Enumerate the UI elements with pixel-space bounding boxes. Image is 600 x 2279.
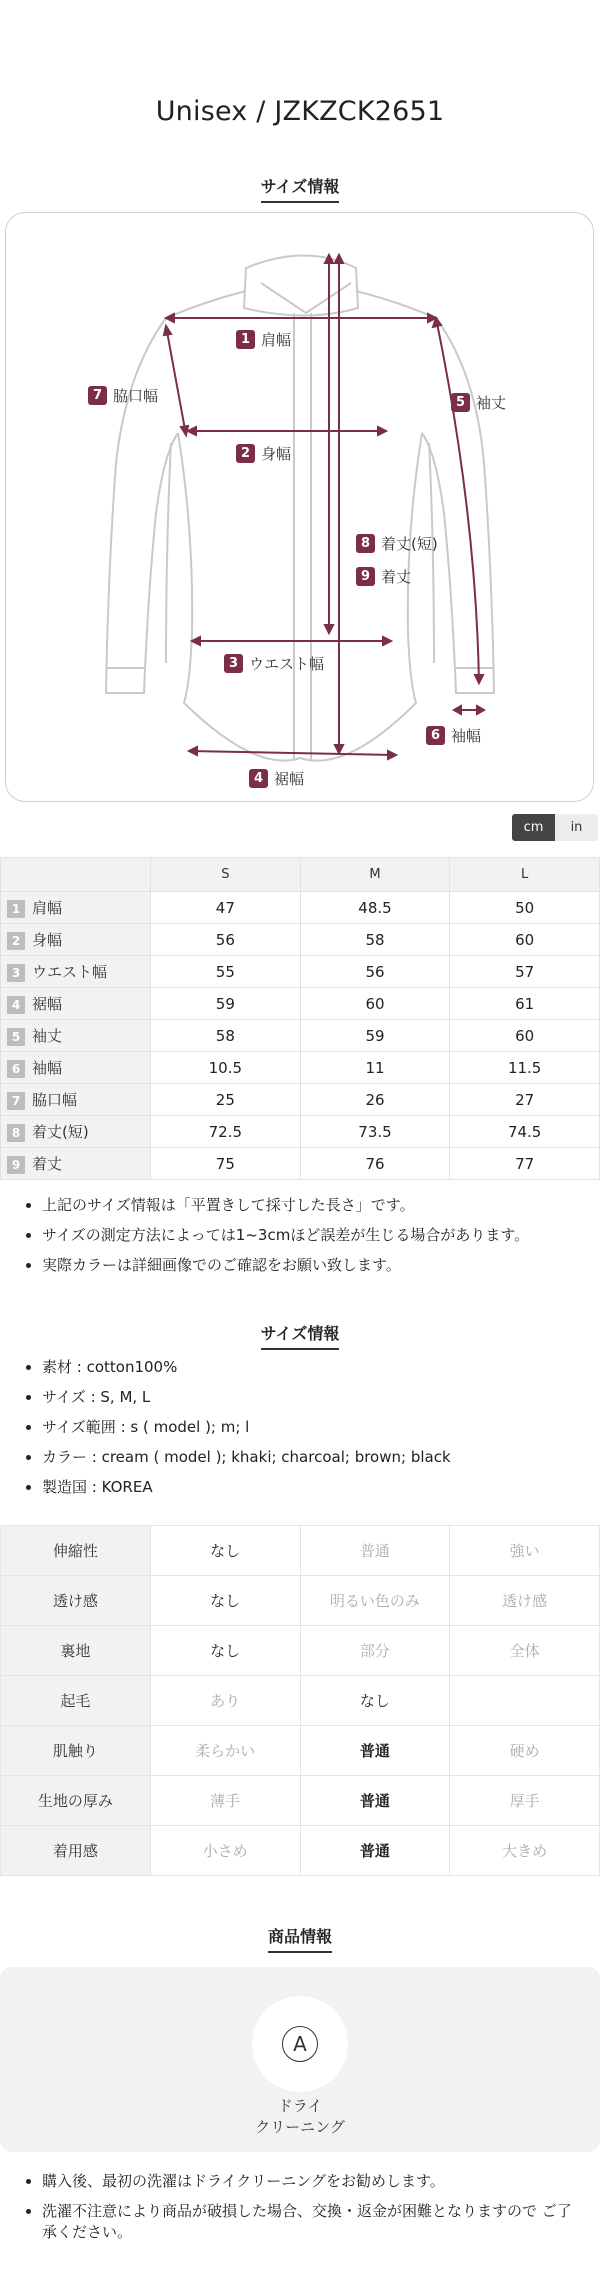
row-num-badge: 1 bbox=[7, 900, 25, 918]
cell-value: 58 bbox=[300, 924, 450, 956]
size-col-s: S bbox=[151, 858, 301, 892]
size-col-m: M bbox=[300, 858, 450, 892]
fabric-option: なし bbox=[300, 1676, 450, 1726]
dim-badge-5: 5 bbox=[451, 393, 470, 412]
row-label-text: 脇口幅 bbox=[32, 1091, 78, 1109]
fabric-option: 小さめ bbox=[150, 1826, 300, 1876]
dim-text-2: 身幅 bbox=[261, 445, 292, 463]
care-label-line1: ドライ bbox=[277, 2097, 323, 2115]
fabric-label: 着用感 bbox=[1, 1826, 151, 1876]
fabric-label: 裏地 bbox=[1, 1626, 151, 1676]
care-icon-circle bbox=[252, 1996, 348, 2092]
dim-label-8 bbox=[356, 533, 438, 554]
row-num-badge: 5 bbox=[7, 1028, 25, 1046]
cell-value: 26 bbox=[300, 1084, 450, 1116]
fabric-label: 肌触り bbox=[1, 1726, 151, 1776]
fabric-label: 生地の厚み bbox=[1, 1776, 151, 1826]
fabric-option: あり bbox=[150, 1676, 300, 1726]
table-row bbox=[1, 1084, 600, 1116]
row-label bbox=[1, 988, 151, 1020]
row-num-badge: 6 bbox=[7, 1060, 25, 1078]
fabric-option: 強い bbox=[450, 1526, 600, 1576]
cell-value: 11 bbox=[300, 1052, 450, 1084]
dim-text-4: 裾幅 bbox=[274, 770, 305, 788]
table-row bbox=[1, 892, 600, 924]
cell-value: 47 bbox=[151, 892, 301, 924]
cell-value: 76 bbox=[300, 1148, 450, 1180]
fabric-option: 大きめ bbox=[450, 1826, 600, 1876]
cell-value: 60 bbox=[450, 924, 600, 956]
table-row bbox=[1, 1020, 600, 1052]
table-row bbox=[1, 1148, 600, 1180]
row-label-text: 肩幅 bbox=[32, 899, 63, 917]
fabric-option: 透け感 bbox=[450, 1576, 600, 1626]
cell-value: 60 bbox=[450, 1020, 600, 1052]
list-item: • 上記のサイズ情報は「平置きして採寸した長さ」です。 bbox=[42, 1195, 600, 1216]
row-label-text: 着丈(短) bbox=[32, 1123, 89, 1141]
dim-badge-3: 3 bbox=[224, 654, 243, 673]
fabric-option: 普通 bbox=[300, 1526, 450, 1576]
dim-badge-7: 7 bbox=[88, 386, 107, 405]
fabric-option bbox=[450, 1676, 600, 1726]
dim-badge-6: 6 bbox=[426, 726, 445, 745]
cell-value: 74.5 bbox=[450, 1116, 600, 1148]
product-spec-list bbox=[0, 1357, 600, 1507]
size-col-l: L bbox=[450, 858, 600, 892]
spec-material: • 素材 : cotton100% bbox=[42, 1357, 600, 1378]
dim-label-5 bbox=[451, 392, 506, 413]
row-label-text: 着丈 bbox=[32, 1155, 63, 1173]
size-table-corner bbox=[1, 858, 151, 892]
row-num-badge: 4 bbox=[7, 996, 25, 1014]
dim-label-1 bbox=[236, 329, 291, 350]
table-row bbox=[1, 988, 600, 1020]
row-label bbox=[1, 1148, 151, 1180]
fabric-option: 柔らかい bbox=[150, 1726, 300, 1776]
fabric-row bbox=[1, 1726, 600, 1776]
dim-label-4 bbox=[249, 768, 304, 789]
row-num-badge: 3 bbox=[7, 964, 25, 982]
size-section-heading-text: サイズ情報 bbox=[261, 174, 340, 203]
fabric-label: 起毛 bbox=[1, 1676, 151, 1726]
size-section-heading bbox=[0, 174, 600, 203]
row-label bbox=[1, 892, 151, 924]
care-box bbox=[0, 1967, 600, 2152]
fabric-label: 透け感 bbox=[1, 1576, 151, 1626]
row-label bbox=[1, 924, 151, 956]
table-row bbox=[1, 1052, 600, 1084]
size-diagram bbox=[5, 212, 594, 802]
cell-value: 50 bbox=[450, 892, 600, 924]
dim-text-9: 着丈 bbox=[381, 568, 412, 586]
fabric-option: なし bbox=[150, 1526, 300, 1576]
fabric-option: 部分 bbox=[300, 1626, 450, 1676]
row-label-text: 袖幅 bbox=[32, 1059, 63, 1077]
fabric-option: 全体 bbox=[450, 1626, 600, 1676]
cell-value: 75 bbox=[151, 1148, 301, 1180]
table-row bbox=[1, 1116, 600, 1148]
cell-value: 48.5 bbox=[300, 892, 450, 924]
row-label bbox=[1, 1116, 151, 1148]
size-table-header bbox=[1, 858, 600, 892]
shirt-illustration bbox=[6, 213, 595, 803]
fabric-row bbox=[1, 1576, 600, 1626]
cell-value: 60 bbox=[300, 988, 450, 1020]
row-label-text: 身幅 bbox=[32, 931, 63, 949]
dim-label-7 bbox=[88, 385, 158, 406]
dim-badge-2: 2 bbox=[236, 444, 255, 463]
row-label bbox=[1, 956, 151, 988]
cell-value: 57 bbox=[450, 956, 600, 988]
spec-origin: • 製造国 : KOREA bbox=[42, 1477, 600, 1498]
fabric-label: 伸縮性 bbox=[1, 1526, 151, 1576]
row-label-text: 袖丈 bbox=[32, 1027, 63, 1045]
row-label-text: 裾幅 bbox=[32, 995, 63, 1013]
cell-value: 11.5 bbox=[450, 1052, 600, 1084]
cell-value: 55 bbox=[151, 956, 301, 988]
dim-text-5: 袖丈 bbox=[476, 394, 507, 412]
spec-sizes: • サイズ : S, M, L bbox=[42, 1387, 600, 1408]
dim-label-2 bbox=[236, 443, 291, 464]
list-item: • 洗濯不注意により商品が破損した場合、交換・返金が困難となりますので ご了承ください。 bbox=[42, 2201, 580, 2243]
unit-in-button[interactable]: in bbox=[555, 814, 598, 841]
cell-value: 58 bbox=[151, 1020, 301, 1052]
dim-text-1: 肩幅 bbox=[261, 331, 292, 349]
unit-toggle bbox=[512, 814, 598, 841]
size-table bbox=[0, 857, 600, 1180]
cell-value: 27 bbox=[450, 1084, 600, 1116]
row-num-badge: 2 bbox=[7, 932, 25, 950]
table-row bbox=[1, 924, 600, 956]
info-section-heading-text: サイズ情報 bbox=[261, 1321, 340, 1350]
fabric-option: なし bbox=[150, 1626, 300, 1676]
fabric-row bbox=[1, 1676, 600, 1726]
row-label-text: ウエスト幅 bbox=[32, 963, 108, 981]
fabric-option: 普通 bbox=[300, 1776, 450, 1826]
fabric-option: 明るい色のみ bbox=[300, 1576, 450, 1626]
list-item: • 実際カラーは詳細画像でのご確認をお願い致します。 bbox=[42, 1255, 600, 1276]
list-item: • 購入後、最初の洗濯はドライクリーニングをお勧めします。 bbox=[42, 2171, 580, 2192]
row-num-badge: 7 bbox=[7, 1092, 25, 1110]
row-label bbox=[1, 1020, 151, 1052]
row-label bbox=[1, 1052, 151, 1084]
care-label bbox=[0, 2096, 600, 2138]
care-notes bbox=[0, 2171, 600, 2252]
fabric-row bbox=[1, 1826, 600, 1876]
cell-value: 10.5 bbox=[151, 1052, 301, 1084]
row-num-badge: 9 bbox=[7, 1156, 25, 1174]
dim-label-9 bbox=[356, 566, 411, 587]
list-item: • サイズの測定方法によっては1~3cmほど誤差が生じる場合があります。 bbox=[42, 1225, 600, 1246]
cell-value: 59 bbox=[300, 1020, 450, 1052]
dim-text-7: 脇口幅 bbox=[113, 387, 159, 405]
dim-badge-8: 8 bbox=[356, 534, 375, 553]
row-label bbox=[1, 1084, 151, 1116]
spec-colors: • カラー : cream ( model ); khaki; charcoal; brown; black bbox=[42, 1447, 600, 1468]
fabric-option: なし bbox=[150, 1576, 300, 1626]
cell-value: 61 bbox=[450, 988, 600, 1020]
fabric-option: 普通 bbox=[300, 1826, 450, 1876]
cell-value: 59 bbox=[151, 988, 301, 1020]
dim-text-8: 着丈(短) bbox=[381, 535, 438, 553]
dim-badge-9: 9 bbox=[356, 567, 375, 586]
dim-label-6 bbox=[426, 725, 481, 746]
fabric-option: 普通 bbox=[300, 1726, 450, 1776]
dim-badge-4: 4 bbox=[249, 769, 268, 788]
product-info-heading-text: 商品情報 bbox=[268, 1924, 332, 1953]
info-section-heading bbox=[0, 1321, 600, 1350]
fabric-row bbox=[1, 1776, 600, 1826]
spec-size-range: • サイズ範囲 : s ( model ); m; l bbox=[42, 1417, 600, 1438]
care-label-line2: クリーニング bbox=[255, 2118, 345, 2136]
product-title: Unisex / JZKZCK2651 bbox=[155, 96, 445, 127]
dry-clean-icon: A bbox=[282, 2026, 318, 2062]
dim-text-3: ウエスト幅 bbox=[249, 655, 325, 673]
row-num-badge: 8 bbox=[7, 1124, 25, 1142]
product-info-heading bbox=[0, 1924, 600, 1953]
cell-value: 72.5 bbox=[151, 1116, 301, 1148]
table-row bbox=[1, 956, 600, 988]
fabric-row bbox=[1, 1526, 600, 1576]
dim-label-3 bbox=[224, 653, 324, 674]
dim-text-6: 袖幅 bbox=[451, 727, 482, 745]
cell-value: 56 bbox=[151, 924, 301, 956]
unit-cm-button[interactable]: cm bbox=[512, 814, 555, 841]
fabric-option: 厚手 bbox=[450, 1776, 600, 1826]
cell-value: 56 bbox=[300, 956, 450, 988]
cell-value: 25 bbox=[151, 1084, 301, 1116]
fabric-option: 薄手 bbox=[150, 1776, 300, 1826]
cell-value: 77 bbox=[450, 1148, 600, 1180]
dim-badge-1: 1 bbox=[236, 330, 255, 349]
cell-value: 73.5 bbox=[300, 1116, 450, 1148]
fabric-option: 硬め bbox=[450, 1726, 600, 1776]
size-notes bbox=[0, 1195, 600, 1285]
fabric-table bbox=[0, 1525, 600, 1876]
fabric-row bbox=[1, 1626, 600, 1676]
